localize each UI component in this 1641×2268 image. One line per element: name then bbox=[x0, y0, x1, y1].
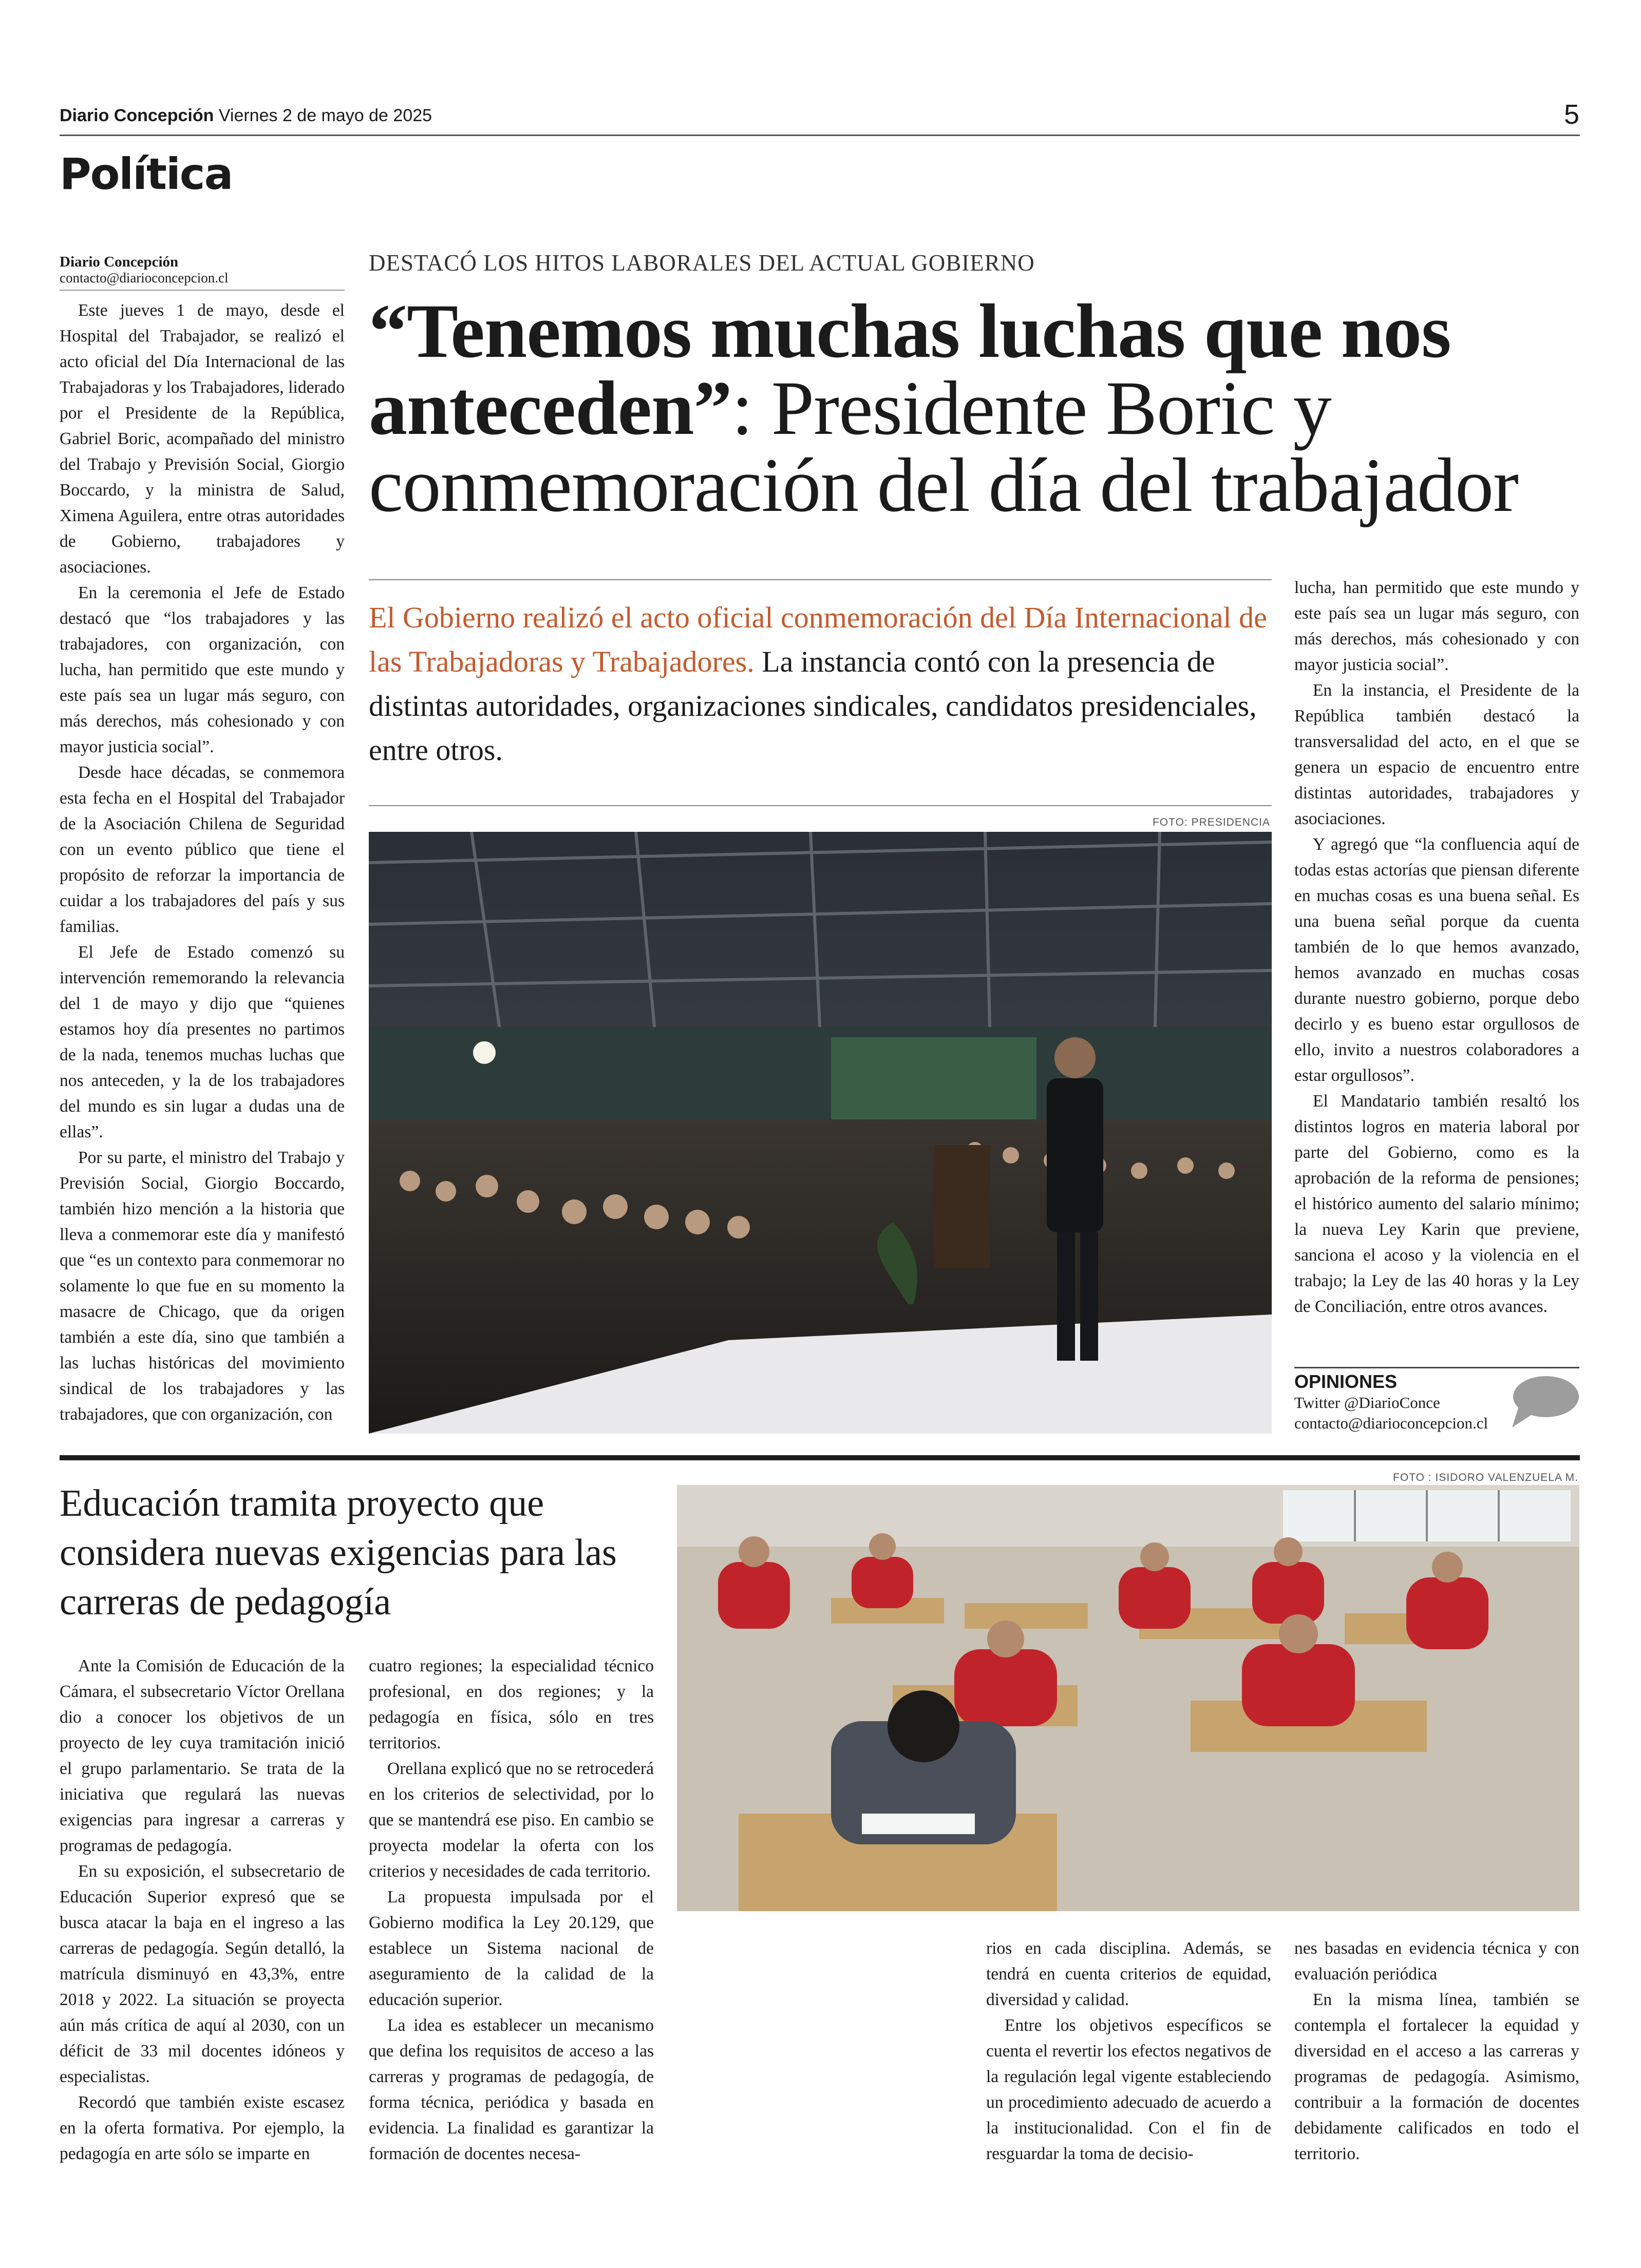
story2-column-3 bbox=[986, 1936, 1271, 2167]
header-rule bbox=[60, 135, 1580, 136]
publication-date: Viernes 2 de mayo de 2025 bbox=[218, 106, 432, 125]
paragraph: nes basadas en evidencia técnica y con evaluación periódica bbox=[1294, 1939, 1579, 1984]
headline-quote: “Tenemos muchas luchas que nos anteceden” bbox=[369, 289, 1451, 451]
story-divider bbox=[60, 1455, 1580, 1460]
page-number: 5 bbox=[1563, 99, 1579, 130]
event-photo-illustration bbox=[369, 832, 1272, 1434]
story1-kicker: DESTACÓ LOS HITOS LABORALES DEL ACTUAL GOBIERNO bbox=[369, 250, 1035, 276]
paragraph: Desde hace décadas, se conmemora esta fecha en el Hospital del Trabajador de la Asociación Chilena de Seguridad con un evento público que tiene el propósito de reforzar la importancia de cuidar a los trabajadores del país y sus familias. bbox=[60, 763, 345, 936]
opinions-title: OPINIONES bbox=[1294, 1371, 1398, 1392]
paragraph: La propuesta impulsada por el Gobierno modifica la Ley 20.129, que establece un Sistema nacional de aseguramiento de la calidad de la educación superior. bbox=[369, 1888, 654, 2009]
story1-deck bbox=[369, 596, 1272, 772]
paragraph: En la misma línea, también se contempla el fortalecer la equidad y diversidad en el acceso a las carreras y programas de pedagogía. Asimismo, contribuir a la formación de docentes debidamente calificados en todo el territorio. bbox=[1294, 1990, 1579, 2163]
section-title: Política bbox=[60, 149, 233, 199]
story2-column-4 bbox=[1294, 1936, 1579, 2167]
paragraph: Recordó que también existe escasez en la oferta formativa. Por ejemplo, la pedagogía en arte sólo se imparte en bbox=[60, 2093, 345, 2163]
story2-column-2 bbox=[369, 1653, 654, 2167]
story1-left-column bbox=[60, 298, 345, 1427]
paragraph: Y agregó que “la confluencia aquí de todas estas actorías que piensan diferente en muchas cosas es una buena señal. Es una buena señal porque da cuenta también de lo que hemos avanzado, hemos avanzado en muchas cosas durante nuestro gobierno, porque debo decirlo y es bueno estar orgullosos de ello, invito a nuestros colaboradores a estar orgullosos”. bbox=[1294, 835, 1579, 1085]
story2-column-1 bbox=[60, 1653, 345, 2167]
deck-rule-bottom bbox=[369, 805, 1272, 806]
paragraph: cuatro regiones; la especialidad técnico profesional, en dos regiones; y la pedagogía en física, sólo en tres territorios. bbox=[369, 1656, 654, 1752]
opinions-twitter[interactable]: Twitter @DiarioConce bbox=[1294, 1394, 1440, 1412]
story1-headline bbox=[369, 289, 1576, 528]
paragraph: Orellana explicó que no se retrocederá en los criterios de selectividad, por lo que se mantendrá ese piso. En cambio se proyecta modelar la oferta con los criterios y necesidades de cada territorio. bbox=[369, 1759, 654, 1881]
speech-bubble-icon bbox=[1508, 1374, 1580, 1431]
story2-headline: Educación tramita proyecto que considera nuevas exigencias para las carreras de pedagogía bbox=[60, 1482, 617, 1623]
opinions-rule bbox=[1294, 1367, 1579, 1368]
publication-name: Diario Concepción bbox=[60, 106, 214, 125]
deck-text: La instancia contó con la presencia de distintas autoridades, organizaciones sindicales, candidatos presidenciales, entre otros. bbox=[369, 645, 1257, 767]
paragraph: rios en cada disciplina. Además, se tendrá en cuenta criterios de equidad, diversidad y calidad. bbox=[986, 1939, 1271, 2009]
paragraph: En la ceremonia el Jefe de Estado destacó que “los trabajadores y las trabajadores, con organización, con lucha, han permitido que este mundo y este país sea un lugar más seguro, con más derechos, más cohesionado y con mayor justicia social”. bbox=[60, 583, 345, 756]
deck-rule-top bbox=[369, 579, 1272, 580]
headline-rest: : Presidente Boric y conmemoración del día del trabajador bbox=[369, 366, 1519, 528]
photo2-credit: FOTO : ISIDORO VALENZUELA M. bbox=[1393, 1472, 1578, 1483]
byline-rule bbox=[60, 290, 345, 291]
paragraph: Por su parte, el ministro del Trabajo y Previsión Social, Giorgio Boccardo, también hizo mención a la historia que lleva a conmemorar este día y manifestó que “es un contexto para conmemorar no solamente lo que fue en su momento la masacre de Chicago, que da origen también a este día, sino que también a las luchas históricas del movimiento sindical de los trabajadores y las trabajadores, que con organización, con bbox=[60, 1148, 345, 1424]
photo-classroom bbox=[677, 1485, 1579, 1911]
story1-right-column bbox=[1294, 575, 1579, 1320]
paragraph: La idea es establecer un mecanismo que defina los requisitos de acceso a las carreras y programas de pedagogía, de forma técnica, periódica y basada en evidencia. La finalidad es garantizar la formación de docentes necesa- bbox=[369, 2016, 654, 2163]
deck-highlight: El Gobierno realizó el acto oficial conmemoración del Día Internacional de las Trabajadoras y Trabajadores. bbox=[369, 601, 1267, 678]
opinions-email[interactable]: contacto@diarioconcepcion.cl bbox=[1294, 1414, 1488, 1432]
paragraph: En la instancia, el Presidente de la República también destacó la transversalidad del acto, en el que se genera un espacio de encuentro entre distintas autoridades, trabajadores y asociaciones. bbox=[1294, 681, 1579, 828]
photo-president-speech bbox=[369, 832, 1272, 1434]
classroom-photo-illustration bbox=[677, 1485, 1579, 1911]
byline-name: Diario Concepción bbox=[60, 254, 179, 270]
paragraph: Ante la Comisión de Educación de la Cámara, el subsecretario Víctor Orellana dio a conocer los objetivos de un proyecto de ley cuya tramitación inició el grupo parlamentario. Se trata de la iniciativa que regulará las nuevas exigencias para ingresar a carreras y programas de pedagogía. bbox=[60, 1656, 345, 1855]
paragraph: En su exposición, el subsecretario de Educación Superior expresó que se busca atacar la baja en el ingreso a las carreras de pedagogía. Según detalló, la matrícula disminuyó en 43,3%, entre 2018 y 2022. La situación se proyecta aún más crítica de aquí al 2030, con un déficit de 33 mil docentes idóneos y especialistas. bbox=[60, 1862, 345, 2086]
paragraph: Entre los objetivos específicos se cuenta el revertir los efectos negativos de la regulación legal vigente estableciendo un procedimiento adecuado de acuerdo a la institucionalidad. Con el fin de resguardar la toma de decisio- bbox=[986, 2016, 1271, 2163]
paragraph: Este jueves 1 de mayo, desde el Hospital del Trabajador, se realizó el acto oficial del Día Internacional de las Trabajadoras y los Trabajadores, liderado por el Presidente de la República, Gabriel Boric, acompañado del ministro del Trabajo y Previsión Social, Giorgio Boccardo, y la ministra de Salud, Ximena Aguilera, entre otras autoridades de Gobierno, trabajadores y asociaciones. bbox=[60, 301, 345, 577]
photo1-credit: FOTO: PRESIDENCIA bbox=[1153, 816, 1270, 828]
byline-email[interactable]: contacto@diarioconcepcion.cl bbox=[60, 270, 229, 285]
paragraph: El Mandatario también resaltó los distintos logros en materia laboral por parte del Gobierno, como es la aprobación de la reforma de pensiones; el histórico aumento del salario mínimo; la nueva Ley Karin que previene, sanciona el acoso y la violencia en el trabajo; la Ley de las 40 horas y la Ley de Conciliación, entre otros avances. bbox=[1294, 1092, 1579, 1316]
paragraph: lucha, han permitido que este mundo y este país sea un lugar más seguro, con más derechos, más cohesionado y con mayor justicia social”. bbox=[1294, 578, 1579, 674]
masthead bbox=[60, 106, 432, 126]
paragraph: El Jefe de Estado comenzó su intervención rememorando la relevancia del 1 de mayo y dijo que “quienes estamos hoy día presentes no partimos de la nada, tenemos muchas luchas que nos anteceden, y la de los trabajadores del mundo es sin lugar a dudas una de ellas”. bbox=[60, 943, 345, 1141]
